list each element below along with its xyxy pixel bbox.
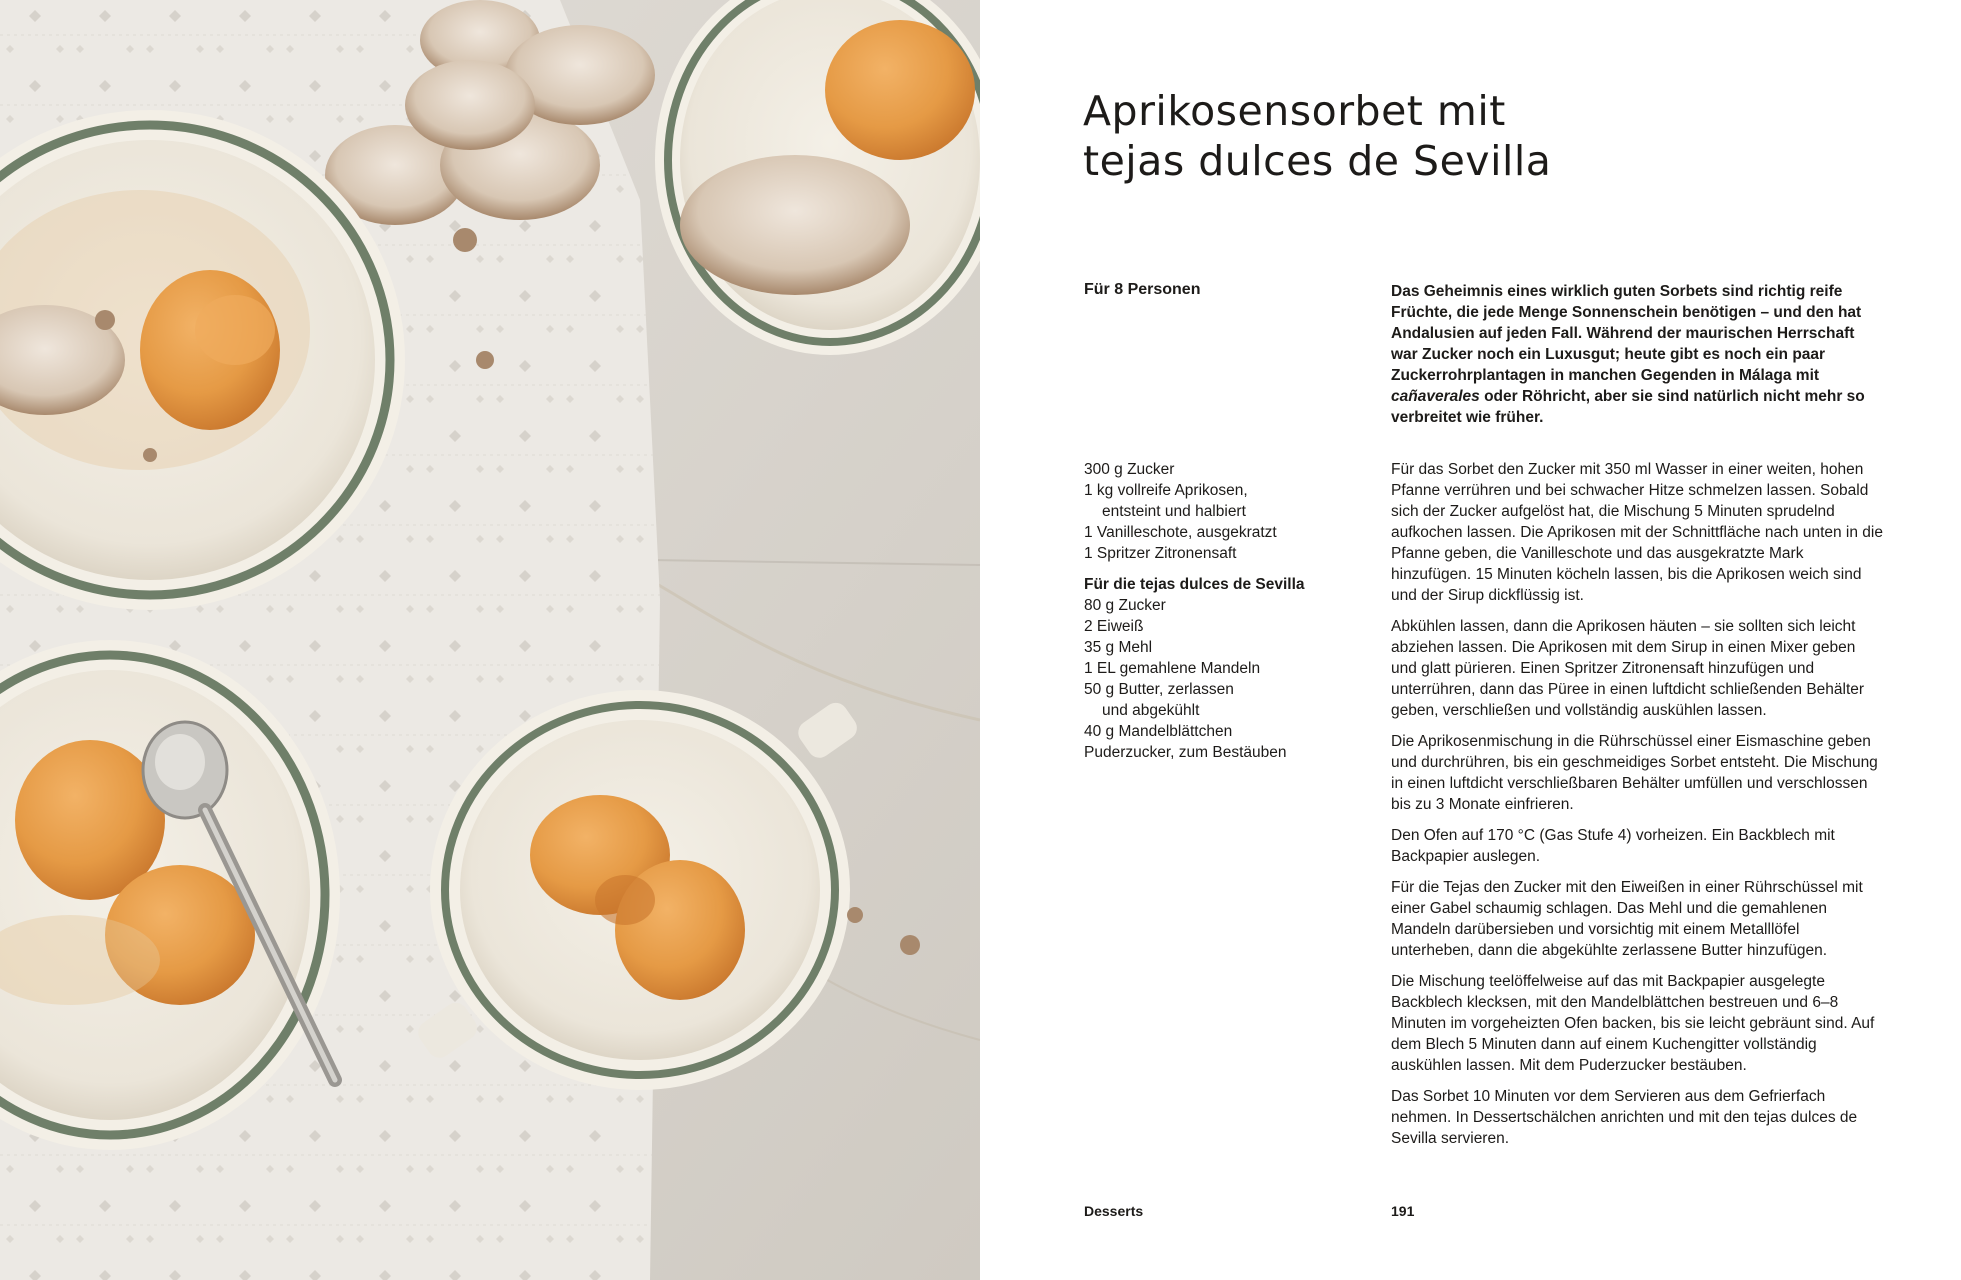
ingredient-item: 80 g Zucker: [1084, 597, 1166, 614]
method-step: Abkühlen lassen, dann die Aprikosen häuten – sie sollten sich leicht abziehen lassen. Die Aprikosen mit dem Sirup in einen Mixer geben und glatt pürieren. Einen Spritzer Zitronensaft hinzufügen und unterrühren, dann das Püree in einen luftdicht schließenden Behälter geben, verschließen und vollständig auskühlen lassen.: [1391, 618, 1865, 719]
intro-italic-term: cañaverales: [1391, 388, 1480, 405]
ingredient-item: 1 EL gemahlene Mandeln: [1084, 660, 1261, 677]
ingredient-item: 1 kg vollreife Aprikosen,: [1084, 482, 1248, 499]
ingredient-group-tejas: [1084, 595, 1354, 763]
ingredient-item: 300 g Zucker: [1084, 461, 1175, 478]
recipe-intro: [1391, 281, 1881, 428]
ingredient-item: entsteint und halbiert: [1102, 503, 1246, 520]
ingredient-item: 35 g Mehl: [1084, 639, 1153, 656]
servings-label: Für 8 Personen: [1084, 281, 1201, 298]
food-photo: [0, 0, 980, 1280]
intro-text-part-2: oder Röhricht, aber sie sind natürlich nicht mehr so verbreitet wie früher.: [1391, 388, 1865, 426]
recipe-page: [980, 0, 1961, 1280]
recipe-title-line-1: Aprikosensorbet mit: [1083, 87, 1506, 135]
recipe-title-line-2: tejas dulces de Sevilla: [1083, 137, 1552, 185]
method-step: Die Mischung teelöffelweise auf das mit Backpapier ausgelegte Backblech klecksen, mit den Mandelblättchen bestreuen und 6–8 Minuten im vorgeheizten Ofen backen, bis sie leicht gebräunt sind. Auf dem Blech 5 Minuten dann auf einem Kuchengitter vollständig auskühlen lassen. Mit dem Puderzucker bestäuben.: [1391, 973, 1875, 1074]
method-step: Die Aprikosenmischung in die Rührschüssel einer Eismaschine geben und durchrühren, bis ein geschmeidiges Sorbet entsteht. Die Mischung in einen luftdicht verschließbaren Behälter umfüllen und verschlossen bis zu 3 Monate einfrieren.: [1391, 733, 1878, 813]
method-step: Für das Sorbet den Zucker mit 350 ml Wasser in einer weiten, hohen Pfanne verrühren und bei schwacher Hitze schmelzen lassen. Sobald sich der Zucker aufgelöst hat, die Mischung 5 Minuten sprudelnd aufkochen lassen. Die Aprikosen mit der Schnittfläche nach unten in die Pfanne geben, die Vanilleschote und das ausgekratzte Mark hinzufügen. 15 Minuten köcheln lassen, bis die Aprikosen weich sind und der Sirup dickflüssig ist.: [1391, 461, 1883, 604]
ingredient-subheading: Für die tejas dulces de Sevilla: [1084, 576, 1305, 593]
ingredient-item: 40 g Mandelblättchen: [1084, 723, 1233, 740]
ingredient-group-main: [1084, 459, 1354, 564]
ingredient-item: 50 g Butter, zerlassen: [1084, 681, 1234, 698]
page-number: 191: [1391, 1203, 1415, 1219]
recipe-title: [1083, 86, 1551, 186]
ingredient-item: 1 Vanilleschote, ausgekratzt: [1084, 524, 1277, 541]
intro-text-part-1: Das Geheimnis eines wirklich guten Sorbets sind richtig reife Früchte, die jede Menge Sonnenschein benötigen – und den hat Andalusien auf jeden Fall. Während der maurischen Herrschaft war Zucker noch ein Luxusgut; heute gibt es noch ein paar Zuckerrohrplantagen in manchen Gegenden in Málaga mit: [1391, 283, 1862, 384]
ingredient-item: 2 Eiweiß: [1084, 618, 1144, 635]
method-step: Den Ofen auf 170 °C (Gas Stufe 4) vorheizen. Ein Backblech mit Backpapier auslegen.: [1391, 827, 1835, 865]
ingredient-item: Puderzucker, zum Bestäuben: [1084, 744, 1287, 761]
method-step: Das Sorbet 10 Minuten vor dem Servieren aus dem Gefrierfach nehmen. In Dessertschälchen anrichten und mit den tejas dulces de Sevilla servieren.: [1391, 1088, 1858, 1147]
method-steps: [1391, 459, 1883, 1159]
ingredient-item: und abgekühlt: [1102, 702, 1200, 719]
ingredient-list: [1084, 459, 1354, 763]
footer-section-label: Desserts: [1084, 1203, 1144, 1219]
ingredient-item: 1 Spritzer Zitronensaft: [1084, 545, 1237, 562]
method-step: Für die Tejas den Zucker mit den Eiweißen in einer Rührschüssel mit einer Gabel schaumig schlagen. Das Mehl und die gemahlenen Mandeln darübersieben und vorsichtig mit einem Metalllöfel unterheben, dann die abgekühlte zerlassene Butter hinzufügen.: [1391, 879, 1863, 959]
